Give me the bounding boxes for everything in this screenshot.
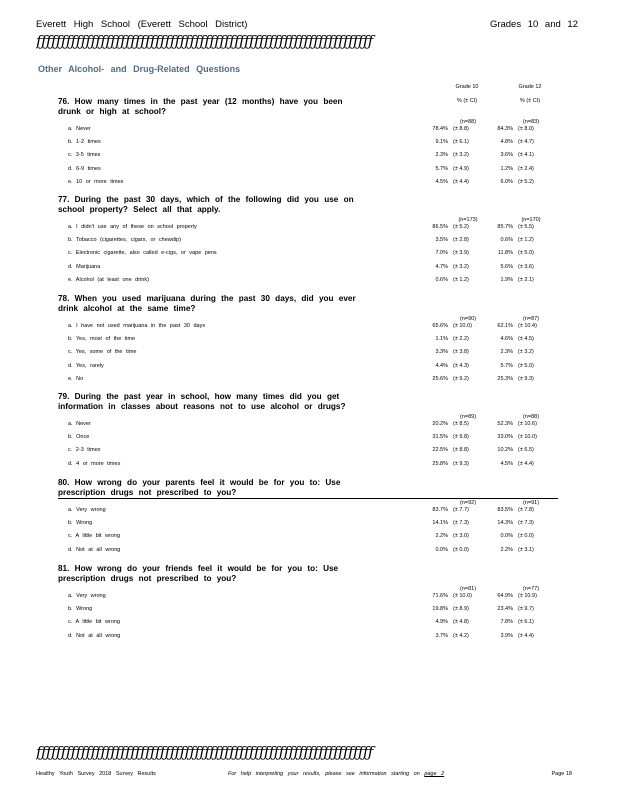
grade-12-ci: (± 8.0) (518, 126, 534, 132)
answer-row (58, 177, 568, 190)
grade-12-ci: (± 7.8) (518, 507, 534, 513)
answer-row (58, 604, 568, 617)
grade-12-percent: 64.9% (497, 593, 513, 599)
question-prompt: When you used marijuana during the past 30 days, did you ever drink alcohol at the same time? (58, 294, 356, 313)
answer-list (58, 321, 568, 387)
grade-10-percent: 9.1% (435, 139, 448, 146)
footer-survey-name: Healthy Youth Survey 2018 Survey Results (36, 771, 156, 777)
answer-label: b. Once (68, 434, 90, 441)
grade-10-ci: (± 7.3) (453, 520, 469, 527)
grade-12-percent: 3.9% (500, 632, 513, 639)
grade-12-ci: (± 5.5) (518, 224, 534, 230)
column-stat-label-grade-12: % (± CI) (519, 98, 541, 104)
question-block-80 (58, 478, 568, 553)
answer-label: b. Yes, most of the time (68, 336, 136, 343)
answer-list (58, 505, 568, 558)
question-prompt: During the past 30 days, which of the following did you use on school property? Select all that apply. (58, 195, 354, 214)
answer-label: e. 10 or more times (68, 178, 124, 185)
column-header-grade-10: Grade 10 (455, 84, 479, 90)
grade-10-ci: (± 3.8) (453, 349, 469, 356)
answer-label: d. Yes, rarely (68, 362, 104, 369)
grade-10-percent: 71.6% (432, 593, 448, 599)
grade-10-percent: 25.8% (432, 460, 448, 467)
answer-label: a. Never (68, 126, 91, 132)
grade-12-percent: 7.8% (500, 619, 513, 626)
answer-row (58, 248, 568, 261)
grade-10-percent: 31.5% (432, 434, 448, 441)
question-number: 81. (58, 564, 70, 573)
grade-12-percent: 5.6% (500, 263, 513, 270)
column-stat-label-grade-10: % (± CI) (456, 98, 478, 104)
grade-10-percent: 4.5% (435, 178, 448, 185)
question-block-76 (58, 97, 568, 185)
grade-10-percent: 65.6% (432, 323, 448, 329)
grade-10-ci: (± 8.9) (453, 606, 469, 613)
grade-12-ci: (± 4.4) (518, 460, 534, 467)
answer-label: d. 6-9 times (68, 165, 101, 172)
question-text (58, 97, 358, 117)
grade-12-percent: 2.2% (500, 546, 513, 553)
grade-10-percent: 25.6% (432, 375, 448, 382)
grade-10-ci: (± 3.2) (453, 152, 469, 159)
answer-row (58, 419, 568, 432)
grade-12-ci: (± 4.1) (518, 152, 534, 159)
answer-row (58, 222, 568, 235)
answer-label: c. A little bit wrong (68, 619, 121, 626)
grade-12-ci: (± 10.0) (518, 434, 537, 441)
grade-12-ci: (± 10.4) (518, 323, 537, 329)
question-prompt: How wrong do your friends feel it would be for you to: Use prescription drugs not prescribed to you? (58, 564, 339, 583)
grade-10-percent: 7.0% (435, 250, 448, 257)
grade-10-percent: 2.2% (435, 533, 448, 540)
question-prompt: How many times in the past year (12 months) have you been drunk or high at school? (58, 97, 343, 116)
grade-10-ci: (± 5.2) (453, 224, 469, 230)
grade-12-percent: 33.0% (497, 434, 513, 441)
grade-10-ci: (± 8.5) (453, 421, 469, 427)
grade-10-ci: (± 9.8) (453, 434, 469, 441)
answer-label: d. Not at all wrong (68, 546, 121, 553)
grade-12-ci: (± 10.6) (518, 421, 537, 427)
answer-row (58, 275, 568, 288)
question-text (58, 478, 358, 498)
question-number: 78. (58, 294, 70, 303)
grade-12-ci: (± 0.0) (518, 533, 534, 540)
grade-10-percent: 4.4% (435, 362, 448, 369)
answer-label: e. Alcohol (at least one drink) (68, 276, 149, 283)
grade-12-percent: 4.6% (500, 336, 513, 343)
grade-10-percent: 19.8% (432, 606, 448, 613)
grade-10-percent: 3.5% (435, 237, 448, 244)
answer-row (58, 374, 568, 387)
answer-label: a. Very wrong (68, 507, 106, 513)
footer-page-number: Page 18 (551, 771, 572, 777)
grade-10-percent: 0.6% (435, 276, 448, 283)
grade-10-percent: 14.1% (432, 520, 448, 527)
sample-size-grade-12: (n=170) (521, 217, 541, 223)
grade-12-ci: (± 5.0) (518, 362, 534, 369)
grade-12-percent: 52.3% (497, 421, 513, 427)
grade-12-percent: 25.3% (497, 375, 513, 382)
grade-12-percent: 0.6% (500, 237, 513, 244)
grade-10-percent: 20.2% (432, 421, 448, 427)
grade-10-ci: (± 8.8) (453, 447, 469, 454)
grade-12-percent: 11.8% (497, 250, 513, 257)
answer-row (58, 137, 568, 150)
grade-12-percent: 2.3% (500, 349, 513, 356)
grade-12-percent: 1.2% (500, 165, 513, 172)
grade-10-ci: (± 9.2) (453, 375, 469, 382)
question-block-78 (58, 294, 568, 382)
answer-row (58, 432, 568, 445)
question-block-81 (58, 564, 568, 639)
answer-label: b. Wrong (68, 606, 93, 613)
answer-row (58, 445, 568, 458)
answer-label: c. 3-5 times (68, 152, 101, 159)
grade-10-ci: (± 6.1) (453, 139, 469, 146)
grade-10-ci: (± 4.4) (453, 178, 469, 185)
question-text (58, 195, 358, 215)
grade-10-ci: (± 1.2) (453, 276, 469, 283)
grade-10-ci: (± 4.9) (453, 165, 469, 172)
answer-list (58, 419, 568, 472)
answer-label: a. I have not used marijuana in the past 30 days (68, 323, 206, 329)
grade-10-ci: (± 0.0) (453, 546, 469, 553)
answer-row (58, 361, 568, 374)
question-number: 80. (58, 478, 70, 487)
question-number: 77. (58, 195, 70, 204)
grade-12-percent: 5.7% (500, 362, 513, 369)
question-block-79 (58, 392, 568, 467)
answer-label: d. Not at all wrong (68, 632, 121, 639)
grade-12-ci: (± 4.4) (518, 632, 534, 639)
answer-label: c. 2-3 times (68, 447, 101, 454)
question-text (58, 564, 358, 584)
answer-row (58, 591, 568, 604)
sample-size-grade-10: (n=92) (459, 500, 477, 506)
sample-size-grade-12: (n=88) (522, 414, 540, 420)
sample-size-grade-10: (n=88) (459, 119, 477, 125)
grade-12-ci: (± 6.5) (518, 447, 534, 454)
sample-size-grade-10: (n=81) (459, 586, 477, 592)
grade-12-ci: (± 2.4) (518, 165, 534, 172)
answer-row (58, 164, 568, 177)
answer-row (58, 631, 568, 644)
grade-12-ci: (± 7.3) (518, 520, 534, 527)
answer-list (58, 591, 568, 644)
grade-10-percent: 2.3% (435, 152, 448, 159)
grade-12-percent: 4.5% (500, 460, 513, 467)
grade-12-ci: (± 1.2) (518, 237, 534, 244)
answer-label: d. Marijuana (68, 263, 101, 270)
grade-10-ci: (± 3.2) (453, 263, 469, 270)
grade-12-ci: (± 2.1) (518, 276, 534, 283)
grade-12-percent: 1.9% (500, 276, 513, 283)
grade-12-percent: 4.8% (500, 139, 513, 146)
answer-row (58, 531, 568, 544)
grade-10-ci: (± 4.3) (453, 362, 469, 369)
answer-list (58, 124, 568, 190)
sample-size-grade-12: (n=83) (522, 119, 540, 125)
grade-12-percent: 83.5% (497, 507, 513, 513)
answer-row (58, 321, 568, 334)
answer-row (58, 617, 568, 630)
question-block-77 (58, 195, 568, 283)
grade-10-percent: 1.1% (435, 336, 448, 343)
answer-row (58, 235, 568, 248)
answer-label: b. 1-2 times (68, 139, 101, 146)
grade-12-ci: (± 10.9) (518, 593, 537, 599)
sample-size-grade-12: (n=91) (522, 500, 540, 506)
divider-line (58, 498, 558, 499)
grade-10-percent: 4.9% (435, 619, 448, 626)
answer-label: a. Never (68, 421, 91, 427)
grade-10-percent: 0.0% (435, 546, 448, 553)
grade-10-ci: (± 9.3) (453, 460, 469, 467)
answer-row (58, 459, 568, 472)
section-title: Other Alcohol- and Drug-Related Questions (38, 64, 241, 74)
decorative-divider-top: ƒƒƒƒƒƒƒƒƒƒƒƒƒƒƒƒƒƒƒƒƒƒƒƒƒƒƒƒƒƒƒƒƒƒƒƒƒƒƒƒƒƒƒƒƒƒƒƒƒƒƒƒƒƒƒƒƒƒƒƒƒƒƒƒƒƒƒƒ (36, 32, 373, 50)
grade-10-ci: (± 8.8) (453, 126, 469, 132)
footer-page-link[interactable]: page 2 (424, 771, 445, 777)
answer-label: c. Yes, some of the time (68, 349, 137, 356)
footer-help-prefix: For help interpreting your results, please see information starting on (228, 771, 420, 777)
question-number: 79. (58, 392, 70, 401)
question-number: 76. (58, 97, 70, 106)
grade-10-percent: 3.7% (435, 632, 448, 639)
answer-label: c. Electronic cigarette, also called e-cigs, or vape pens (68, 250, 217, 257)
answer-label: b. Tobacco (cigarettes, cigars, or chewdip) (68, 237, 181, 244)
question-text (58, 294, 358, 314)
grade-12-ci: (± 9.7) (518, 606, 534, 613)
report-header-grades: Grades 10 and 12 (489, 19, 578, 30)
grade-12-ci: (± 3.1) (518, 546, 534, 553)
question-prompt: During the past year in school, how many times did you get information in classes about reasons not to use alcohol or drugs? (58, 392, 346, 411)
grade-10-percent: 4.7% (435, 263, 448, 270)
answer-row (58, 262, 568, 275)
grade-12-ci: (± 9.3) (518, 375, 534, 382)
grade-10-ci: (± 4.2) (453, 632, 469, 639)
answer-label: e. No (68, 375, 84, 382)
grade-12-percent: 0.0% (500, 533, 513, 540)
grade-10-ci: (± 10.0) (453, 593, 472, 599)
report-header-school: Everett High School (Everett School District) (36, 19, 248, 30)
question-text (58, 392, 358, 412)
question-prompt: How wrong do your parents feel it would be for you to: Use prescription drugs not prescribed to you? (58, 478, 341, 497)
sample-size-grade-10: (n=173) (458, 217, 478, 223)
grade-10-ci: (± 3.9) (453, 250, 469, 257)
sample-size-grade-12: (n=77) (522, 586, 540, 592)
grade-12-percent: 23.4% (497, 606, 513, 613)
grade-12-ci: (± 4.5) (518, 336, 534, 343)
grade-12-percent: 14.3% (497, 520, 513, 527)
grade-12-percent: 10.2% (497, 447, 513, 454)
grade-12-percent: 3.6% (500, 152, 513, 159)
answer-label: a. I didn't use any of these on school property (68, 224, 197, 230)
sample-size-grade-10: (n=89) (459, 414, 477, 420)
grade-10-ci: (± 3.0) (453, 533, 469, 540)
grade-12-ci: (± 3.2) (518, 349, 534, 356)
answer-label: b. Wrong (68, 520, 93, 527)
column-header-grade-12: Grade 12 (518, 84, 542, 90)
grade-10-ci: (± 2.8) (453, 237, 469, 244)
grade-12-percent: 84.3% (497, 126, 513, 132)
grade-10-percent: 78.4% (432, 126, 448, 132)
answer-label: a. Very wrong (68, 593, 106, 599)
grade-10-percent: 5.7% (435, 165, 448, 172)
grade-12-percent: 62.1% (497, 323, 513, 329)
grade-10-ci: (± 4.8) (453, 619, 469, 626)
grade-12-ci: (± 4.7) (518, 139, 534, 146)
answer-label: d. 4 or more times (68, 460, 121, 467)
grade-12-percent: 85.7% (497, 224, 513, 230)
sample-size-grade-12: (n=87) (522, 316, 540, 322)
grade-12-ci: (± 5.2) (518, 178, 534, 185)
answer-row (58, 518, 568, 531)
answer-row (58, 505, 568, 518)
answer-row (58, 150, 568, 163)
grade-10-percent: 22.5% (432, 447, 448, 454)
answer-row (58, 124, 568, 137)
grade-10-ci: (± 10.0) (453, 323, 472, 329)
answer-label: c. A little bit wrong (68, 533, 121, 540)
answer-row (58, 334, 568, 347)
grade-10-ci: (± 2.2) (453, 336, 469, 343)
grade-12-ci: (± 5.0) (518, 250, 534, 257)
grade-12-ci: (± 3.6) (518, 263, 534, 270)
answer-list (58, 222, 568, 288)
sample-size-grade-10: (n=90) (459, 316, 477, 322)
grade-10-percent: 3.3% (435, 349, 448, 356)
grade-10-ci: (± 7.7) (453, 507, 469, 513)
grade-12-percent: 6.0% (500, 178, 513, 185)
grade-10-percent: 86.5% (432, 224, 448, 230)
decorative-divider-bottom: ƒƒƒƒƒƒƒƒƒƒƒƒƒƒƒƒƒƒƒƒƒƒƒƒƒƒƒƒƒƒƒƒƒƒƒƒƒƒƒƒƒƒƒƒƒƒƒƒƒƒƒƒƒƒƒƒƒƒƒƒƒƒƒƒƒƒƒƒ (36, 743, 373, 761)
grade-10-percent: 83.7% (432, 507, 448, 513)
answer-row (58, 545, 568, 558)
answer-row (58, 347, 568, 360)
grade-12-ci: (± 6.1) (518, 619, 534, 626)
footer-help-text (228, 771, 444, 777)
